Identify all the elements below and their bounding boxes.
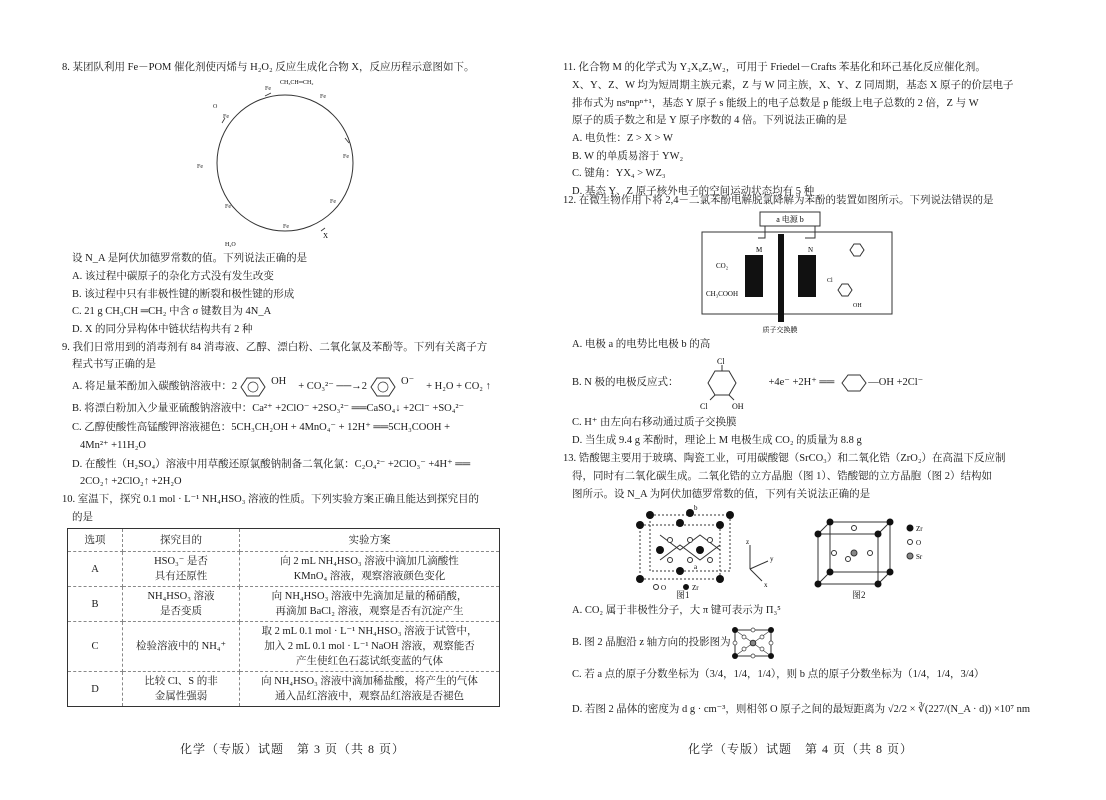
- electrode-m-label: M: [756, 246, 763, 254]
- cl-label: Cl: [827, 278, 833, 284]
- row-goal: [123, 587, 240, 622]
- figure1-caption: 图1: [676, 590, 690, 600]
- q9-option-c-1: C. 乙醇使酸性高锰酸钾溶液褪色：5CH₃CH₂OH + 4MnO₄⁻ + 12H⁺ ══5CH₃COOH +: [72, 422, 451, 433]
- q12-stem: 12. 在微生物作用下将 2,4－二氯苯酚电解脱氯降解为苯酚的装置如图所示。下列说法错误的是: [563, 195, 994, 206]
- zro2-unit-cell-figure: [630, 505, 790, 591]
- q11-option-b: B. W 的单质易溶于 YW₂: [572, 151, 684, 162]
- cl-top-label: Cl: [717, 357, 726, 366]
- q9-a-mid: + CO₃²⁻ ──→2: [298, 381, 368, 392]
- q8-lead: 设 N_A 是阿伏加德罗常数的值。下列说法正确的是: [72, 253, 308, 264]
- goal-line: HSO₃⁻ 是否: [154, 556, 208, 567]
- q8-option-b: B. 该过程中只有非极性键的断裂和极性键的形成: [72, 289, 295, 300]
- legend-zr-label: Zr: [692, 584, 699, 591]
- q12-option-b: [572, 356, 923, 410]
- electrolysis-device-figure: [690, 210, 910, 335]
- dichlorophenol-structure: [688, 356, 758, 410]
- row-option: C: [68, 622, 123, 672]
- q12-option-d: D. 当生成 9.4 g 苯酚时，理论上 M 电极生成 CO₂ 的质量为 8.8 g: [572, 435, 862, 446]
- q11-option-a: A. 电负性：Z > X > W: [572, 133, 673, 144]
- q11-stem-4: 原子的质子数之和是 Y 原子序数的 4 倍。下列说法正确的是: [572, 115, 847, 126]
- phenoxide-structure: [367, 376, 401, 398]
- q12-b-product: —OH +2Cl⁻: [868, 377, 924, 388]
- plan-line: 向 2 mL NH₄HSO₃ 溶液中滴加几滴酸性: [280, 556, 459, 567]
- row-plan: [240, 552, 500, 587]
- q9-option-d-2: 2CO₂↑ +2ClO₂↑ +2H₂O: [80, 476, 182, 487]
- svg-text:Fe: Fe: [225, 204, 231, 210]
- co2-label: CO₂: [716, 262, 729, 270]
- q10-stem-2: 的是: [72, 512, 93, 523]
- cl-bottom-label: Cl: [700, 402, 709, 410]
- q11-option-d: D. 基态 Y、Z 原子核外电子的空间运动状态均有 5 种: [572, 186, 815, 197]
- row-goal: [123, 552, 240, 587]
- q10-stem-1: 10. 室温下，探究 0.1 mol · L⁻¹ NH₄HSO₃ 溶液的性质。下列实验方案正确且能达到探究目的: [62, 494, 480, 505]
- q9-a-oh: OH: [271, 376, 287, 387]
- q9-a-o: O⁻: [401, 376, 415, 387]
- table-header-row: [68, 529, 500, 552]
- goal-line: 检验溶液中的 NH₄⁺: [136, 641, 226, 652]
- q9-a-suffix: + H₂O + CO₂ ↑: [426, 381, 491, 392]
- q10-experiment-table: [67, 528, 500, 707]
- row-plan: [240, 622, 500, 672]
- axis-z-label: z: [746, 538, 750, 546]
- goal-line: 具有还原性: [154, 571, 208, 582]
- oh-label: OH: [732, 402, 745, 410]
- q9-stem-1: 9. 我们日常用到的消毒剂有 84 消毒液、乙醇、漂白粉、二氧化氯及苯酚等。下列有关离子方: [62, 342, 488, 353]
- q9-option-a: [72, 376, 491, 398]
- catalytic-cycle-figure: [195, 78, 375, 248]
- svg-text:Fe: Fe: [320, 94, 326, 100]
- q13-option-c: C. 若 a 点的原子分数坐标为（3/4，1/4，1/4），则 b 点的原子分数坐标为（1/4，1/4，3/4）: [572, 669, 985, 680]
- point-b-label: b: [694, 505, 698, 512]
- q9-stem-2: 程式书写正确的是: [72, 359, 156, 370]
- goal-line: NH₄HSO₃ 溶液: [147, 591, 215, 602]
- row-option: A: [68, 552, 123, 587]
- row-option: D: [68, 672, 123, 707]
- q13-stem-2: 得，同时有二氧化碳生成。二氧化锆的立方晶胞（图 1）、锆酸锶的立方晶胞（图 2）结构如: [572, 471, 992, 482]
- plan-line: 向 NH₄HSO₃ 溶液中滴加稀盐酸，将产生的气体: [261, 676, 478, 687]
- z-projection-figure: [731, 626, 775, 660]
- page-footer-right: 化学（专版）试题 第 4 页（共 8 页）: [688, 742, 914, 756]
- electrode-n-label: N: [808, 246, 814, 254]
- power-source-label: a 电源 b: [776, 215, 804, 224]
- plan-line: 产生使红色石蕊试纸变蓝的气体: [296, 656, 443, 667]
- row-goal: [123, 622, 240, 672]
- q12-option-a: A. 电极 a 的电势比电极 b 的高: [572, 339, 711, 350]
- phenol-ring-icon: [850, 244, 864, 256]
- plan-line: 向 NH₄HSO₃ 溶液中先滴加足量的稀硝酸，: [271, 591, 468, 602]
- q11-stem-1: 11. 化合物 M 的化学式为 Y₂X₆Z₅W₂，可用于 Friedel－Crafts 苯基化和环己基化反应催化剂。: [563, 62, 986, 73]
- svg-text:Fe: Fe: [197, 164, 203, 170]
- q13-option-a: A. CO₂ 属于非极性分子，大 π 键可表示为 Π₃⁵: [572, 605, 781, 616]
- row-option: B: [68, 587, 123, 622]
- legend-o-label: O: [916, 539, 922, 547]
- header-plan: 实验方案: [240, 529, 500, 552]
- q8-option-d: D. X 的同分异构体中链状结构共有 2 种: [72, 324, 253, 335]
- legend-sr-label: Sr: [916, 553, 923, 561]
- q9-option-c-2: 4Mn²⁺ +11H₂O: [80, 440, 147, 451]
- axis-x-label: x: [764, 581, 768, 589]
- table-row: [68, 552, 500, 587]
- q13-option-b: [572, 626, 775, 660]
- propene-label: CH₃CH═CH₂: [280, 80, 314, 86]
- svg-text:Fe: Fe: [223, 114, 229, 120]
- acetic-acid-label: CH₃COOH: [706, 290, 738, 298]
- plan-line: 加入 2 mL 0.1 mol · L⁻¹ NaOH 溶液，观察能否: [264, 641, 475, 652]
- table-row: [68, 622, 500, 672]
- q11-stem-3: 排布式为 nsⁿnpⁿ⁺¹，基态 Y 原子 s 能级上的电子总数是 p 能级上电子总数的 2 倍，Z 与 W: [572, 98, 979, 109]
- legend-zr-label: Zr: [916, 525, 923, 533]
- goal-line: 比较 Cl、S 的非: [144, 676, 218, 687]
- q13-b-text: B. 图 2 晶胞沿 z 轴方向的投影图为: [572, 637, 731, 648]
- phenol-structure: [237, 376, 271, 398]
- product-x-label: X: [323, 232, 329, 240]
- plan-line: KMnO₄ 溶液，观察溶液颜色变化: [293, 571, 446, 582]
- legend-o-label: O: [661, 584, 667, 591]
- q8-option-c: C. 21 g CH₃CH ═CH₂ 中含 σ 键数目为 4N_A: [72, 306, 272, 317]
- page-footer-left: 化学（专版）试题 第 3 页（共 8 页）: [180, 742, 406, 756]
- q9-a-prefix: A. 将足量苯酚加入碳酸钠溶液中：2: [72, 381, 238, 392]
- oh-label: OH: [853, 303, 862, 309]
- figure2-caption: 图2: [852, 590, 866, 600]
- table-row: [68, 587, 500, 622]
- membrane-label: 质子交换膜: [762, 326, 798, 334]
- phenol-structure: [840, 373, 868, 393]
- water-label: H₂O: [225, 242, 236, 248]
- svg-text:Fe: Fe: [265, 86, 271, 92]
- plan-line: 通入品红溶液中，观察品红溶液是否褪色: [275, 691, 464, 702]
- header-option: 选项: [68, 529, 123, 552]
- svg-text:O: O: [213, 104, 218, 110]
- q11-option-c: C. 键角：YX₄ > WZ₃: [572, 168, 666, 179]
- q13-stem-3: 图所示。设 N_A 为阿伏加德罗常数的值，下列有关说法正确的是: [572, 489, 871, 500]
- dichlorophenol-ring-icon: [838, 284, 852, 296]
- svg-text:Fe: Fe: [343, 154, 349, 160]
- goal-line: 是否变质: [160, 606, 202, 617]
- q9-option-d-1: D. 在酸性（H₂SO₄）溶液中用草酸还原氯酸钠制备二氧化氯：C₂O₄²⁻ +2ClO₃⁻ +4H⁺ ══: [72, 459, 471, 470]
- header-goal: 探究目的: [123, 529, 240, 552]
- q9-option-b: B. 将漂白粉加入少量亚硫酸钠溶液中：Ca²⁺ +2ClO⁻ +2SO₃²⁻ ══CaSO₄↓ +2Cl⁻ +SO₄²⁻: [72, 403, 465, 414]
- q12-b-mid: +4e⁻ +2H⁺ ══: [768, 377, 835, 388]
- q13-stem-1: 13. 锆酸锶主要用于玻璃、陶瓷工业，可用碳酸锶（SrCO₃）和二氧化锆（ZrO₂）在高温下反应制: [563, 453, 1006, 464]
- svg-text:Fe: Fe: [330, 199, 336, 205]
- q11-stem-2: X、Y、Z、W 均为短周期主族元素，Z 与 W 同主族，X、Y、Z 同周期，基态 X 原子的价层电子: [572, 80, 1014, 91]
- row-goal: [123, 672, 240, 707]
- row-plan: [240, 587, 500, 622]
- row-plan: [240, 672, 500, 707]
- goal-line: 金属性强弱: [154, 691, 208, 702]
- q8-option-a: A. 该过程中碳原子的杂化方式没有发生改变: [72, 271, 274, 282]
- plan-line: 再滴加 BaCl₂ 溶液，观察是否有沉淀产生: [275, 606, 464, 617]
- svg-text:Fe: Fe: [283, 224, 289, 230]
- q8-stem: 8. 某团队利用 Fe－POM 催化剂使丙烯与 H₂O₂ 反应生成化合物 X，反应历程示意图如下。: [62, 62, 475, 73]
- point-a-label: a: [694, 563, 698, 571]
- q12-option-c: C. H⁺ 由左向右移动通过质子交换膜: [572, 417, 737, 428]
- q12-b-prefix: B. N 极的电极反应式：: [572, 377, 679, 388]
- srzro3-unit-cell-figure: [810, 508, 950, 588]
- table-row: [68, 672, 500, 707]
- axis-y-label: y: [770, 555, 774, 563]
- q13-option-d: D. 若图 2 晶体的密度为 d g · cm⁻³，则相邻 O 原子之间的最短距离为 √2/2 × ∛(227/(N_A · d)) ×10⁷ nm: [572, 704, 1031, 715]
- plan-line: 取 2 mL 0.1 mol · L⁻¹ NH₄HSO₃ 溶液于试管中，: [261, 626, 478, 637]
